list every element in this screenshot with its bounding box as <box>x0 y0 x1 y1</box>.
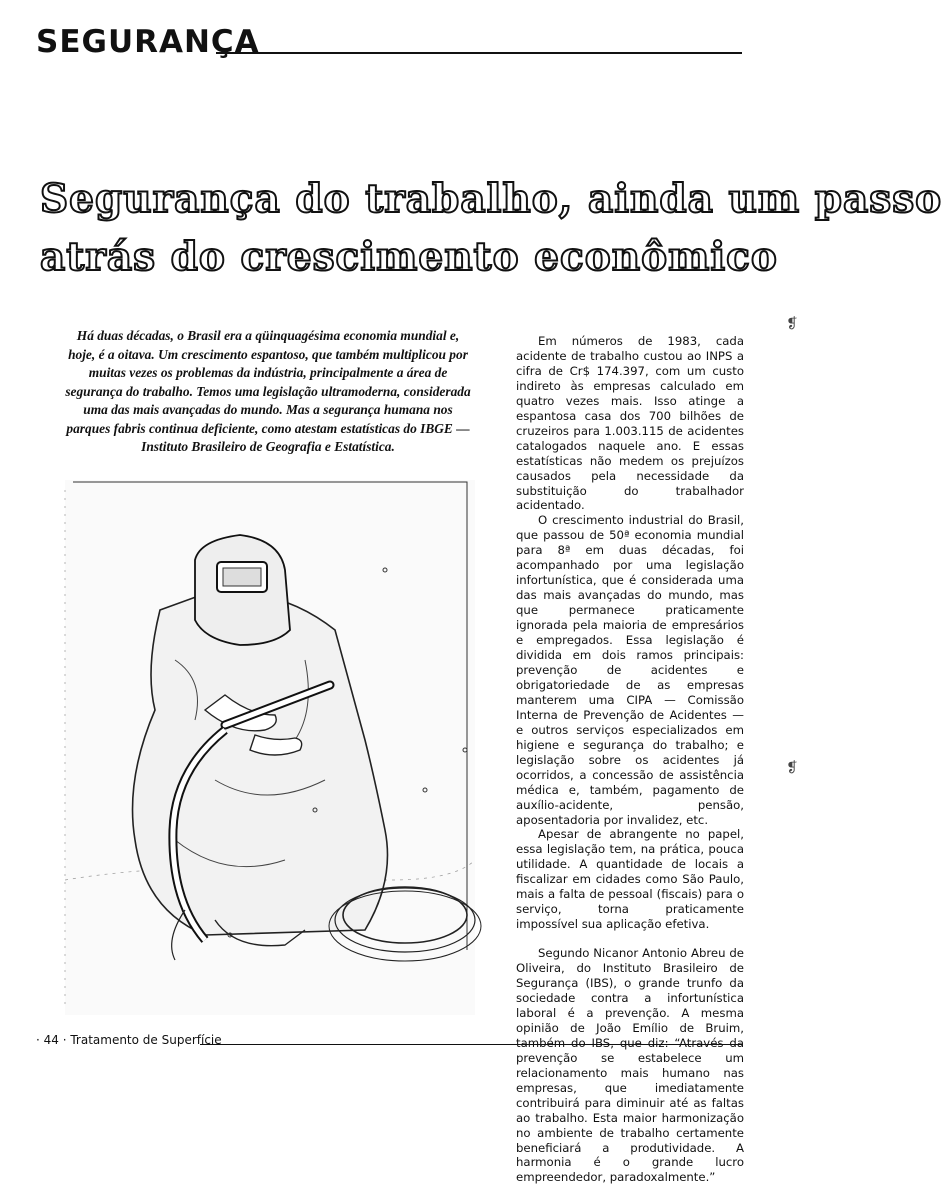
body-paragraph: Em números de 1983, cada acidente de trabalho custou ao INPS a cifra de Cr$ 174.397, com um custo indireto às empresas calculado em quatro vezes mais. Isso atinge a espantosa casa dos 700 bilhões de cruzeiros para 1.003.115 de acidentes catalogados naquele ano. E essas estatísticas não medem os prejuízos causados pela necessidade da substituição do trabalhador acidentado. <box>516 334 744 513</box>
page-footer <box>36 1032 742 1048</box>
body-paragraph: Segundo Nicanor Antonio Abreu de Oliveira, do Instituto Brasileiro de Segurança (IBS), o grande trunfo da sociedade contra a infortunística laboral é a prevenção. A mesma opinião de João Emílio de Bruim, também do IBS, que diz: “Através da prevenção se estabelece um relacionamento mais humano nas empresas, que imediatamente contribuirá para diminuir até as faltas ao trabalho. Esta maior harmonização no ambiente de trabalho certamente beneficiará a produtividade. A harmonia é o grande lucro empreendedor, paradoxalmente.” <box>516 946 744 1185</box>
body-paragraph: O crescimento industrial do Brasil, que passou de 50ª economia mundial para 8ª em duas décadas, foi acompanhado por uma legislação infortunística, que é considerada uma das mais avançadas do mundo, mas que permanece praticamente ignorada pela maioria de empresários e empregados. Essa legislação é dividida em dois ramos principais: prevenção de acidentes e obrigatoriedade de as empresas manterem uma CIPA — Comissão Interna de Prevenção de Acidentes — e outros serviços especializados em higiene e segurança do trabalho; e legislação sobre os acidentes já ocorridos, a concessão de assistência médica e, também, pagamento de auxílio-acidente, pensão, aposentadoria por invalidez, etc. <box>516 513 744 827</box>
headline-line-1: Segurança do trabalho, ainda um passo <box>40 176 942 222</box>
footer-rule <box>200 1044 742 1045</box>
headline-line-2: atrás do crescimento econômico <box>40 234 778 280</box>
sandblasting-worker-illustration <box>65 480 475 1015</box>
headline <box>40 170 942 286</box>
section-rule <box>216 52 742 54</box>
body-paragraph: Apesar de abrangente no papel, essa legislação tem, na prática, pouca utilidade. A quantidade de locais a fiscalizar em cidades como São Paulo, mais a falta de pessoal (fiscais) para o serviço, torna praticamente impossível sua aplicação efetiva. <box>516 827 744 932</box>
section-header <box>36 22 742 62</box>
scan-edge-mark: ❡ <box>786 760 798 776</box>
article-body <box>516 334 744 1185</box>
scan-edge-mark: ❡ <box>786 316 798 332</box>
worker-photo <box>65 480 475 1015</box>
page-footer-text: · 44 · Tratamento de Superfície <box>36 1033 222 1047</box>
section-title: SEGURANÇA <box>36 24 260 60</box>
lede <box>62 327 474 457</box>
lede-text: Há duas décadas, o Brasil era a qüinquagésima economia mundial e, hoje, é a oitava. Um crescimento espantoso, que também multiplicou por muitas vezes os problemas da indústria, principalmente a área de segurança do trabalho. Temos uma legislação ultramoderna, considerada uma das mais avançadas do mundo. Mas a segurança humana nos parques fabris continua deficiente, como atestam estatísticas do IBGE — Instituto Brasileiro de Geografia e Estatística. <box>65 328 471 454</box>
